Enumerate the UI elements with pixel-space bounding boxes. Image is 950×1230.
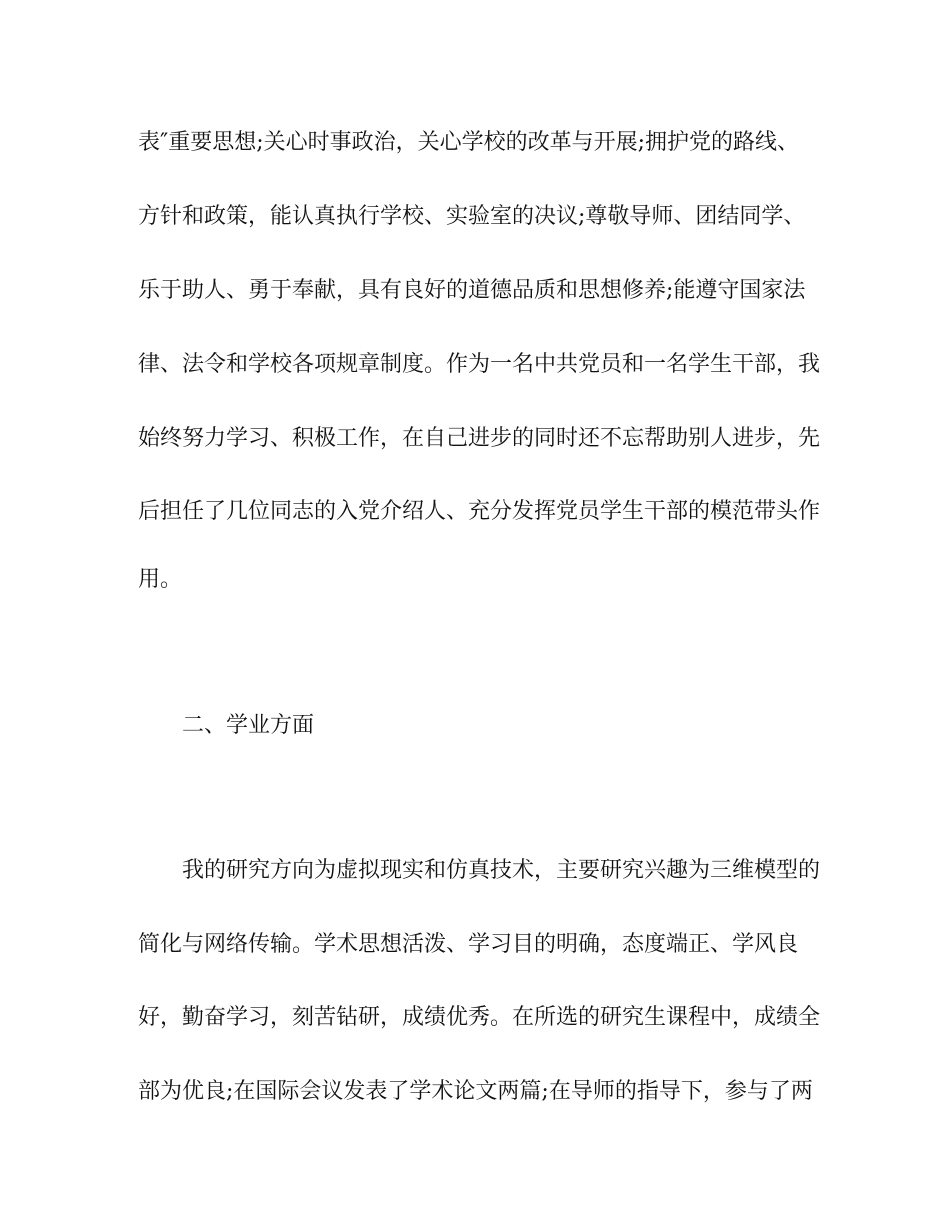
paragraph-line: 后担任了几位同志的入党介绍人、充分发挥党员学生干部的模范带头作 (138, 499, 821, 524)
paragraph-line: 表″重要思想;关心时事政治，关心学校的改革与开展;拥护党的路线、 (138, 130, 800, 155)
section-heading: 二、学业方面 (182, 713, 315, 738)
paragraph-line: 好，勤奋学习，刻苦钻研，成绩优秀。在所选的研究生课程中，成绩全 (138, 1005, 821, 1030)
paragraph-line: 简化与网络传输。学术思想活泼、学习目的明确，态度端正、学风良 (138, 932, 799, 957)
paragraph-line: 始终努力学习、积极工作，在自己进步的同时还不忘帮助别人进步，先 (138, 426, 821, 451)
paragraph-line: 乐于助人、勇于奉献，具有良好的道德品质和思想修养;能遵守国家法 (138, 278, 806, 303)
paragraph-line: 方针和政策，能认真执行学校、实验室的决议;尊敬导师、团结同学、 (138, 204, 806, 229)
paragraph-line: 部为优良;在国际会议发表了学术论文两篇;在导师的指导下，参与了两 (138, 1079, 813, 1104)
paragraph-line: 我的研究方向为虚拟现实和仿真技术，主要研究兴趣为三维模型的 (182, 858, 821, 883)
paragraph-line: 律、法令和学校各项规章制度。作为一名中共党员和一名学生干部，我 (138, 352, 821, 377)
paragraph-line: 用。 (138, 567, 183, 592)
